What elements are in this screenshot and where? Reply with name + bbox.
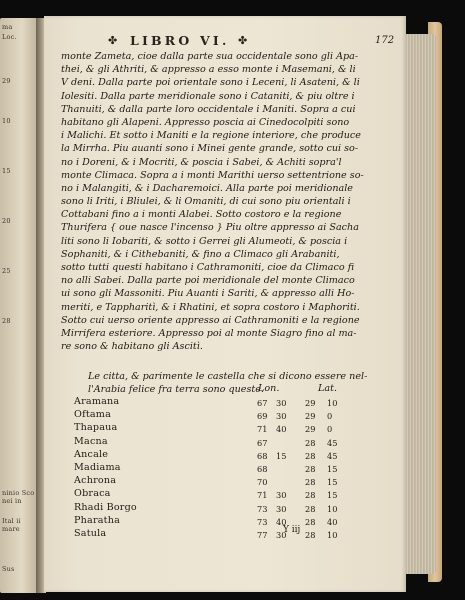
- body-line: sono li Iriti, i Bliulei, & li Omaniti, di cui sono piu orientali i: [61, 196, 351, 208]
- lat-degrees: 28: [305, 450, 316, 461]
- lat-degrees: 28: [305, 529, 316, 540]
- table-row: [74, 475, 384, 488]
- lat-degrees: 28: [305, 437, 316, 448]
- left-fragment: 10: [2, 117, 11, 125]
- folio-number: 172: [375, 35, 395, 46]
- lat-degrees: 29: [305, 424, 316, 435]
- lat-minutes: 45: [327, 437, 338, 448]
- lon-degrees: 68: [257, 463, 268, 474]
- left-fragment: 20: [2, 217, 11, 225]
- table-row: [74, 436, 384, 449]
- city-name: Oftama: [74, 409, 112, 421]
- lon-minutes: 30: [276, 490, 287, 501]
- lat-minutes: 0: [327, 424, 333, 435]
- lat-degrees: 29: [305, 411, 316, 422]
- lat-minutes: 10: [327, 503, 338, 514]
- body-line: V deni. Dalla parte poi orientale sono i Leceni, li Asateni, & li: [61, 77, 360, 89]
- running-header: [108, 33, 408, 49]
- lat-minutes: 15: [327, 463, 338, 474]
- body-line: i Malichi. Et sotto i Maniti e la regione interiore, che produce: [61, 130, 361, 142]
- lat-minutes: 10: [327, 529, 338, 540]
- lat-degrees: 28: [305, 516, 316, 527]
- left-fragment: 25: [2, 267, 11, 275]
- lat-minutes: 0: [327, 411, 333, 422]
- lon-minutes: 30: [276, 398, 287, 408]
- lon-degrees: 73: [257, 516, 268, 527]
- page-title: LIBRO VI.: [130, 33, 230, 48]
- city-name: Madiama: [74, 461, 121, 473]
- city-name: Achrona: [74, 475, 117, 487]
- city-name: Satula: [74, 527, 107, 539]
- body-line: sotto tutti questi habitano i Cathramoniti, cioe da Climaco fi: [61, 262, 355, 273]
- body-line: habitano gli Alapeni. Appresso poscia ai Cinedocolpiti sono: [61, 116, 350, 128]
- left-fragment: mare: [2, 525, 20, 533]
- body-line: Thurifera { oue nasce l'incenso } Piu oltre appresso ai Sacha: [61, 222, 359, 234]
- body-line: liti sono li Iobariti, & sotto i Gerrei gli Alumeoti, & poscia i: [61, 235, 348, 247]
- lat-header: Lat.: [318, 383, 337, 394]
- page-edges: [404, 34, 436, 574]
- city-name: Aramana: [74, 396, 120, 407]
- lat-minutes: 10: [327, 398, 338, 408]
- lon-degrees: 71: [257, 490, 268, 501]
- table-row: [74, 422, 384, 435]
- left-facing-page: [0, 18, 40, 593]
- body-line: Thanuiti, & dalla parte loro occidentale i Maniti. Sopra a cui: [61, 103, 356, 115]
- lon-minutes: 15: [276, 450, 287, 461]
- signature-mark: Y iij: [283, 525, 301, 535]
- left-fragment: ma: [2, 23, 13, 31]
- left-fragment: 15: [2, 167, 11, 175]
- lon-degrees: 70: [257, 477, 268, 488]
- cities-table: [74, 396, 384, 541]
- lon-degrees: 73: [257, 503, 268, 514]
- fleuron-left-icon: ✤: [108, 34, 118, 47]
- lon-degrees: 67: [257, 437, 268, 448]
- table-row: [74, 515, 384, 528]
- lon-header: Lon.: [258, 383, 280, 394]
- body-line: thei, & gli Athriti, & appresso a esso monte i Masemani, & li: [61, 64, 356, 76]
- intro-line: l'Arabia felice fra terra sono queste.: [88, 384, 264, 396]
- city-name: Macna: [74, 435, 108, 447]
- city-name: Pharatha: [74, 514, 121, 526]
- body-line: no alli Sabei. Dalla parte poi meridionale del monte Climaco: [61, 275, 355, 287]
- lat-degrees: 28: [305, 463, 316, 474]
- city-name: Obraca: [74, 488, 111, 500]
- lon-degrees: 71: [257, 424, 268, 435]
- city-name: Rhadi Borgo: [74, 501, 137, 513]
- lat-degrees: 29: [305, 398, 316, 408]
- left-fragment: Ital ii: [2, 517, 21, 525]
- body-line: Mirrifera esteriore. Appresso poi al monte Siagro fino al ma-: [61, 327, 357, 339]
- table-row: [74, 528, 384, 541]
- fleuron-right-icon: ✤: [238, 34, 248, 47]
- lon-degrees: 77: [257, 529, 268, 540]
- lat-minutes: 45: [327, 450, 338, 461]
- table-row: [74, 502, 384, 515]
- body-line: la Mirrha. Piu auanti sono i Minei gente grande, sotto cui so-: [61, 143, 359, 155]
- lon-minutes: 30: [276, 503, 287, 514]
- lat-minutes: 15: [327, 477, 338, 488]
- lon-minutes: 30: [276, 529, 287, 540]
- intro-line: Le citta, & parimente le castella che si dicono essere nel-: [88, 371, 368, 382]
- table-row: [74, 409, 384, 422]
- table-row: [74, 396, 384, 409]
- body-line: monte Climaca. Sopra a i monti Marithi uerso settentrione so-: [61, 169, 364, 181]
- left-fragment: Loc.: [2, 33, 17, 41]
- lon-minutes: 40: [276, 516, 287, 527]
- table-row: [74, 488, 384, 501]
- body-line: monte Zameta, cioe dalla parte sua occidentale sono gli Apa-: [61, 51, 359, 62]
- body-line: meriti, e Tappharitì, & i Rhatini, et sopra costoro i Maphoriti.: [61, 301, 360, 313]
- body-paragraph: [61, 50, 386, 353]
- body-line: no i Doreni, & i Mocriti, & poscia i Sabei, & Achiti sopra'l: [61, 156, 342, 168]
- body-line: Cottabani fino a i monti Alabei. Sotto costoro e la regione: [61, 209, 342, 221]
- lat-degrees: 28: [305, 490, 316, 501]
- lat-minutes: 15: [327, 490, 338, 501]
- left-fragment: nei in: [2, 497, 22, 505]
- left-fragment: Sus: [2, 565, 15, 573]
- table-row: [74, 462, 384, 475]
- lat-degrees: 28: [305, 503, 316, 514]
- body-line: ui sono gli Massoniti. Piu Auanti i Sariti, & appresso alli Ho-: [61, 288, 355, 300]
- lon-minutes: 30: [276, 411, 287, 422]
- body-line: re sono & habitano gli Ascitì.: [61, 341, 203, 353]
- city-name: Ancale: [74, 448, 109, 460]
- city-name: Thapaua: [74, 422, 118, 434]
- table-row: [74, 449, 384, 462]
- body-line: no i Malangiti, & i Dacharemoici. Alla parte poi meridionale: [61, 182, 353, 194]
- body-line: Sotto cui uerso oriente appresso ai Cathramoniti e la regione: [61, 314, 360, 326]
- lon-degrees: 69: [257, 411, 268, 422]
- lat-minutes: 40: [327, 516, 338, 527]
- lat-degrees: 28: [305, 477, 316, 488]
- body-line: Iolesiti. Dalla parte meridionale sono i Cataniti, & piu oltre i: [61, 90, 355, 102]
- lon-degrees: 68: [257, 450, 268, 461]
- left-fragment: ninio Sco: [2, 489, 35, 497]
- left-fragment: 28: [2, 317, 11, 325]
- lon-degrees: 67: [257, 398, 268, 408]
- lon-minutes: 40: [276, 424, 287, 435]
- left-fragment: 29: [2, 77, 11, 85]
- body-line: Sophaniti, & i Cithebaniti, & fino a Climaco gli Arabaniti,: [61, 248, 340, 260]
